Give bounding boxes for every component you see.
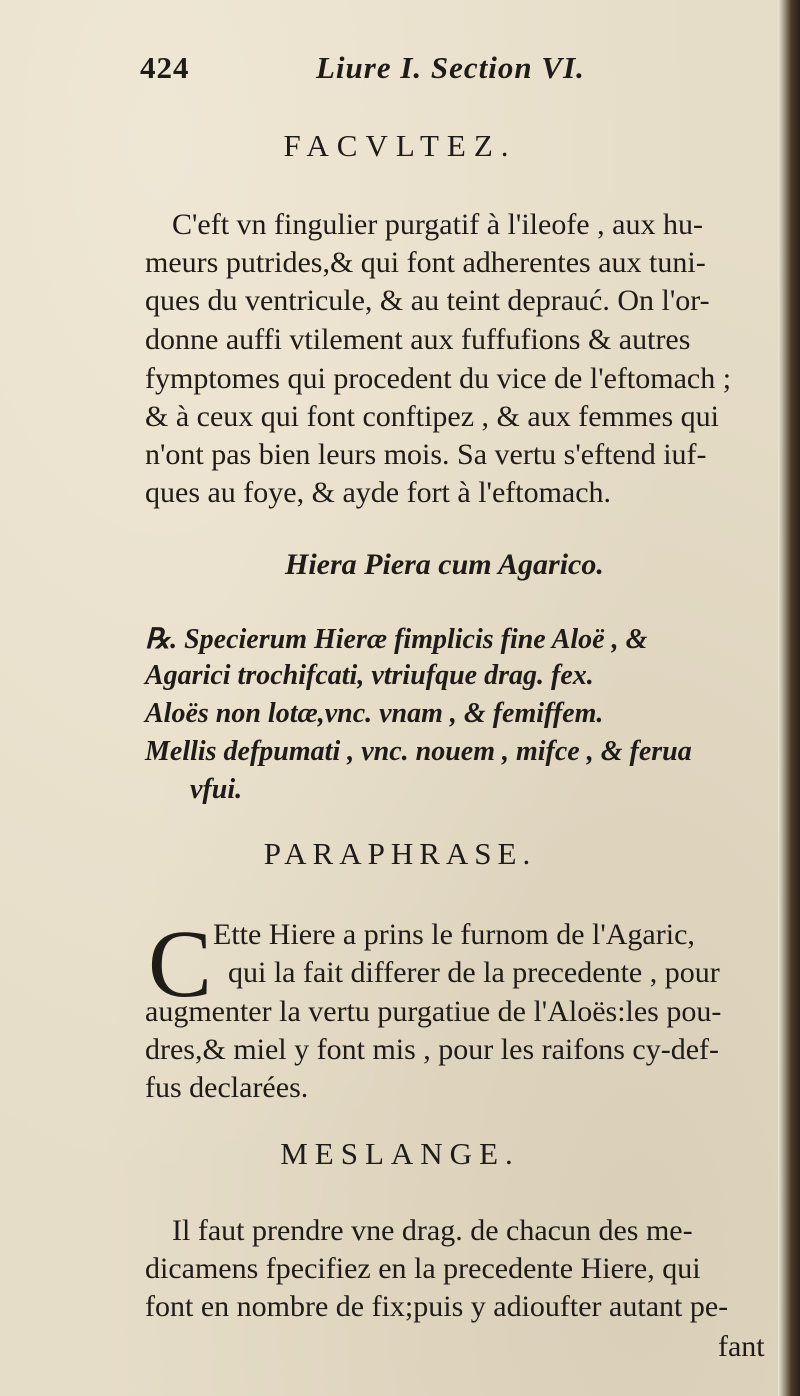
text-line: qui la fait differer de la precedente , pour [228,956,720,989]
recipe-line: Agarici trochifcati, vtriufque drag. fex. [145,660,594,691]
text-line: dres,& miel y font mis , pour les raifons cy-def- [145,1033,720,1066]
text-line: augmenter la vertu purgatiue de l'Aloës:les pou- [145,995,722,1028]
recipe-line: ℞. Specierum Hieræ fimplicis fine Aloë , & [145,624,648,655]
section-heading-meslange: MESLANGE. [280,1136,520,1171]
section-heading-paraphrase: PARAPHRASE. [263,836,537,871]
text-line: Ette Hiere a prins le furnom de l'Agaric, [213,918,695,951]
page-number: 424 [140,50,190,85]
text-line: fus declarées. [145,1071,309,1104]
text-line: n'ont pas bien leurs mois. Sa vertu s'eftend iuf- [145,438,707,471]
text-line: fymptomes qui procedent du vice de l'eftomach ; [145,362,732,395]
section-heading-facultez: FACVLTEZ. [283,128,517,163]
running-head: Liure I. Section VI. [316,50,585,85]
text-line: ques au foye, & ayde fort à l'eftomach. [145,476,612,509]
recipe-line: Aloës non lotæ,vnc. vnam , & femiffem. [145,698,604,729]
text-line: donne auffi vtilement aux fuffufions & autres [145,323,691,356]
page-header [140,50,585,86]
text-line: C'eft vn fingulier purgatif à l'ileofe , aux hu- [172,208,703,241]
text-line: dicamens fpecifiez en la precedente Hiere, qui [145,1252,701,1285]
recipe-line: vfui. [190,774,243,805]
text-line: ques du ventricule, & au teint deprauć. On l'or- [145,284,710,317]
text-line: meurs putrides,& qui font adherentes aux tuni- [145,246,706,279]
recipe-line: Mellis defpumati , vnc. nouem , mifce , & ferua [145,736,692,767]
catchword: fant [718,1330,765,1363]
drop-cap: C [148,910,213,1017]
text-line: Il faut prendre vne drag. de chacun des me- [172,1214,693,1247]
text-line: & à ceux qui font conftipez , & aux femmes qui [145,400,719,433]
text-line: font en nombre de fix;puis y adioufter autant pe- [145,1290,729,1323]
recipe-title: Hiera Piera cum Agarico. [285,548,604,581]
page-gutter [778,0,800,1396]
